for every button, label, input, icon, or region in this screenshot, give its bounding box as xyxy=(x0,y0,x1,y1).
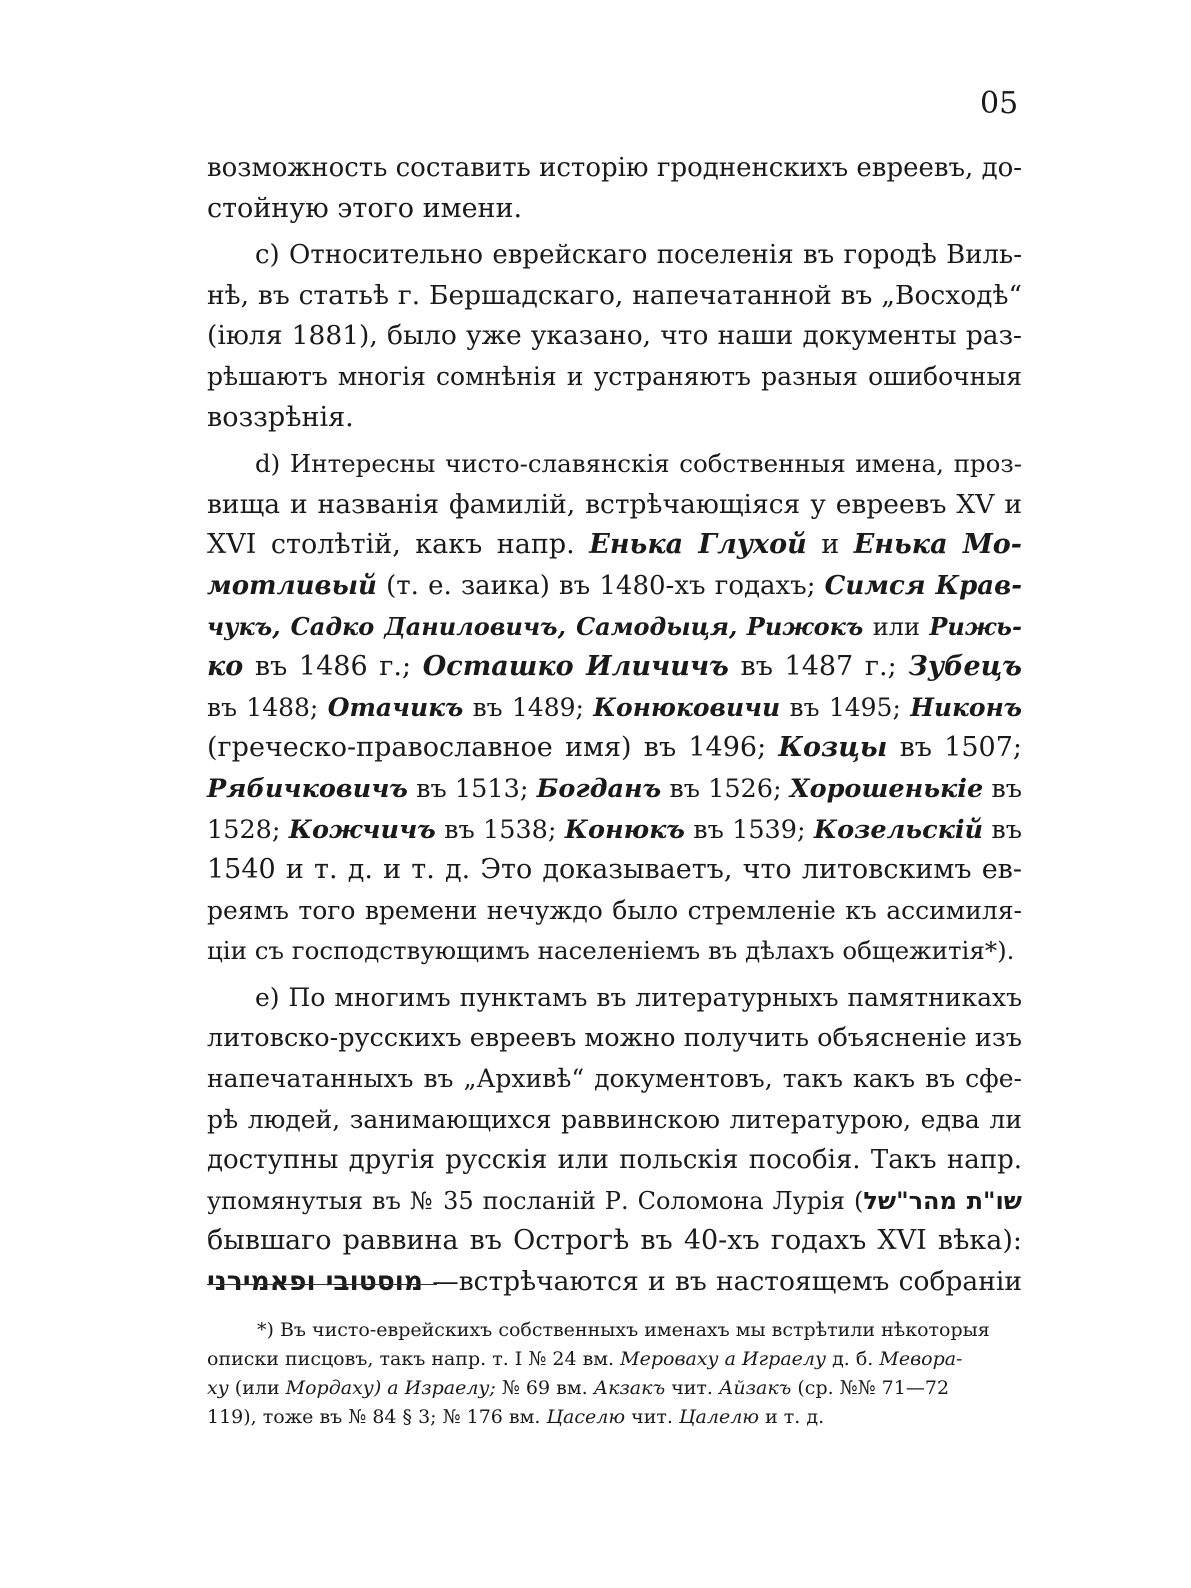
text-run: и xyxy=(821,529,840,561)
text-run: въ 1507; xyxy=(899,732,1022,764)
text-line: доступны другія русскія или польскія пособія. Такъ напр. xyxy=(207,1145,1022,1176)
text-line: напечатанныхъ въ „Архивѣ“ документовъ, такъ какъ въ сфе- xyxy=(207,1064,1022,1094)
text-line: реямъ того времени нечуждо было стремленіе къ ассимиля- xyxy=(207,895,1022,925)
italic-name: Конюковичи xyxy=(593,692,781,722)
text-run: XVI столѣтій, какъ напр. xyxy=(207,529,575,561)
italic-name: чукъ, Садко Даниловичъ, Самодыця, xyxy=(207,611,738,641)
text-line: рѣ людей, занимающихся раввинскою литературою, едва ли xyxy=(207,1104,1022,1134)
italic-name: Богданъ xyxy=(536,773,662,804)
italic-name: ко xyxy=(207,651,244,683)
italic-name: Конюкъ xyxy=(564,814,685,845)
text-run: упомянутыя въ № 35 посланій Р. Соломона Лурія ( xyxy=(207,1186,864,1215)
text-run: (т. е. заика) въ 1480-хъ годахъ; xyxy=(386,570,816,601)
text-run: въ xyxy=(991,773,1022,804)
italic-name: Хорошенькіе xyxy=(789,773,984,804)
text-run: въ 1487 г.; xyxy=(740,651,897,683)
text-run: въ 1538; xyxy=(444,814,557,845)
hebrew-words: מוסטובי ופאמירני xyxy=(207,1266,423,1298)
footnote-divider xyxy=(207,1284,437,1285)
italic-name: Енька Глухой xyxy=(589,529,807,561)
italic-name: Енька Мо- xyxy=(853,529,1022,561)
text-line xyxy=(207,566,1022,607)
italic-name: Козельскій xyxy=(813,814,984,845)
text-line xyxy=(207,728,1022,769)
text-run: въ 1539; xyxy=(693,814,806,845)
text-run: —встрѣчаются и въ настоящемъ собраніи xyxy=(432,1266,1022,1298)
text-line: вища и названія фамилій, встрѣчающіяся у евреевъ XV и xyxy=(207,488,1022,520)
text-run: или xyxy=(872,612,920,641)
text-line: литовско-русскихъ евреевъ можно получить объясненіе изъ xyxy=(207,1023,1022,1054)
text-run: въ 1495; xyxy=(789,692,901,722)
page-number: 05 xyxy=(980,86,1019,121)
text-line xyxy=(207,810,1022,851)
text-run: въ 1489; xyxy=(472,692,584,722)
italic-name: Кожчичъ xyxy=(288,814,436,845)
hebrew-title: שו"ת מהר"של xyxy=(863,1186,1022,1215)
paragraph-c-start: c) Относительно еврейскаго поселенія въ городѣ Виль- xyxy=(255,240,1022,271)
italic-name: Осташко Иличичъ xyxy=(422,651,729,683)
text-line: рѣшаютъ многія сомнѣнія и устраняютъ разныя ошибочныя xyxy=(207,361,1022,391)
text-line xyxy=(207,647,1022,688)
main-text xyxy=(207,148,1022,1303)
footnote xyxy=(207,1316,1022,1432)
text-line xyxy=(207,607,1022,648)
italic-name: Рябичковичъ xyxy=(207,773,408,804)
footnote-line: описки писцовъ, такъ напр. т. I № 24 вм. Мероваху а Играелу д. б. Мевора- xyxy=(207,1348,963,1370)
italic-name: мотливый xyxy=(207,570,377,601)
text-run: въ 1486 г.; xyxy=(254,651,412,683)
text-line: нѣ, въ статьѣ г. Бершадскаго, напечатанной въ „Восходѣ“ xyxy=(207,279,1022,311)
italic-name: Никонъ xyxy=(910,692,1023,722)
text-line: воззрѣнія. xyxy=(207,401,354,433)
italic-name: Симся Крав- xyxy=(824,570,1023,601)
text-line: возможность составить исторію гродненскихъ евреевъ, до- xyxy=(207,153,1023,183)
italic-name: Зубецъ xyxy=(908,651,1022,683)
text-line xyxy=(207,769,1022,810)
text-line xyxy=(207,1181,1022,1222)
text-line: (іюля 1881), было уже указано, что наши документы раз- xyxy=(207,320,1022,352)
text-run: (греческо-православное имя) въ 1496; xyxy=(207,732,767,764)
text-line: ціи съ господствующимъ населеніемъ въ дѣлахъ общежитія*). xyxy=(207,936,1015,966)
italic-name: Рижокъ xyxy=(746,611,864,641)
paragraph-e-start: e) По многимъ пунктамъ въ литературныхъ памятникахъ xyxy=(255,982,1022,1012)
footnote-line: *) Въ чисто-еврейскихъ собственныхъ именахъ мы встрѣтили нѣкоторыя xyxy=(257,1319,990,1341)
text-line: стойную этого имени. xyxy=(207,192,523,224)
text-line: бывшаго раввина въ Острогѣ въ 40-хъ годахъ XVI вѣка): xyxy=(207,1225,1022,1257)
italic-name: Отачикъ xyxy=(327,692,464,722)
text-run: въ 1526; xyxy=(669,773,782,804)
text-line xyxy=(207,1262,1022,1303)
footnote-line: ху (или Мордаху) а Израелу; № 69 вм. Акзакъ чит. Айзакъ (ср. №№ 71—72 xyxy=(207,1377,950,1399)
italic-name: Рижь- xyxy=(929,611,1022,641)
footnote-line: 119), тоже въ № 84 § 3; № 176 вм. Цаселю чит. Цалелю и т. д. xyxy=(207,1406,825,1428)
text-run: въ xyxy=(991,814,1022,845)
text-run: 1528; xyxy=(207,814,281,845)
text-run: въ 1488; xyxy=(207,692,319,722)
italic-name: Козцы xyxy=(778,732,888,764)
text-line: 1540 и т. д. и т. д. Это доказываетъ, что литовскимъ ев- xyxy=(207,854,1022,886)
text-line xyxy=(207,525,1022,566)
paragraph-d-start: d) Интересны чисто-славянскія собственныя имена, проз- xyxy=(255,449,1022,479)
text-run: въ 1513; xyxy=(416,773,529,804)
text-line xyxy=(207,688,1022,729)
